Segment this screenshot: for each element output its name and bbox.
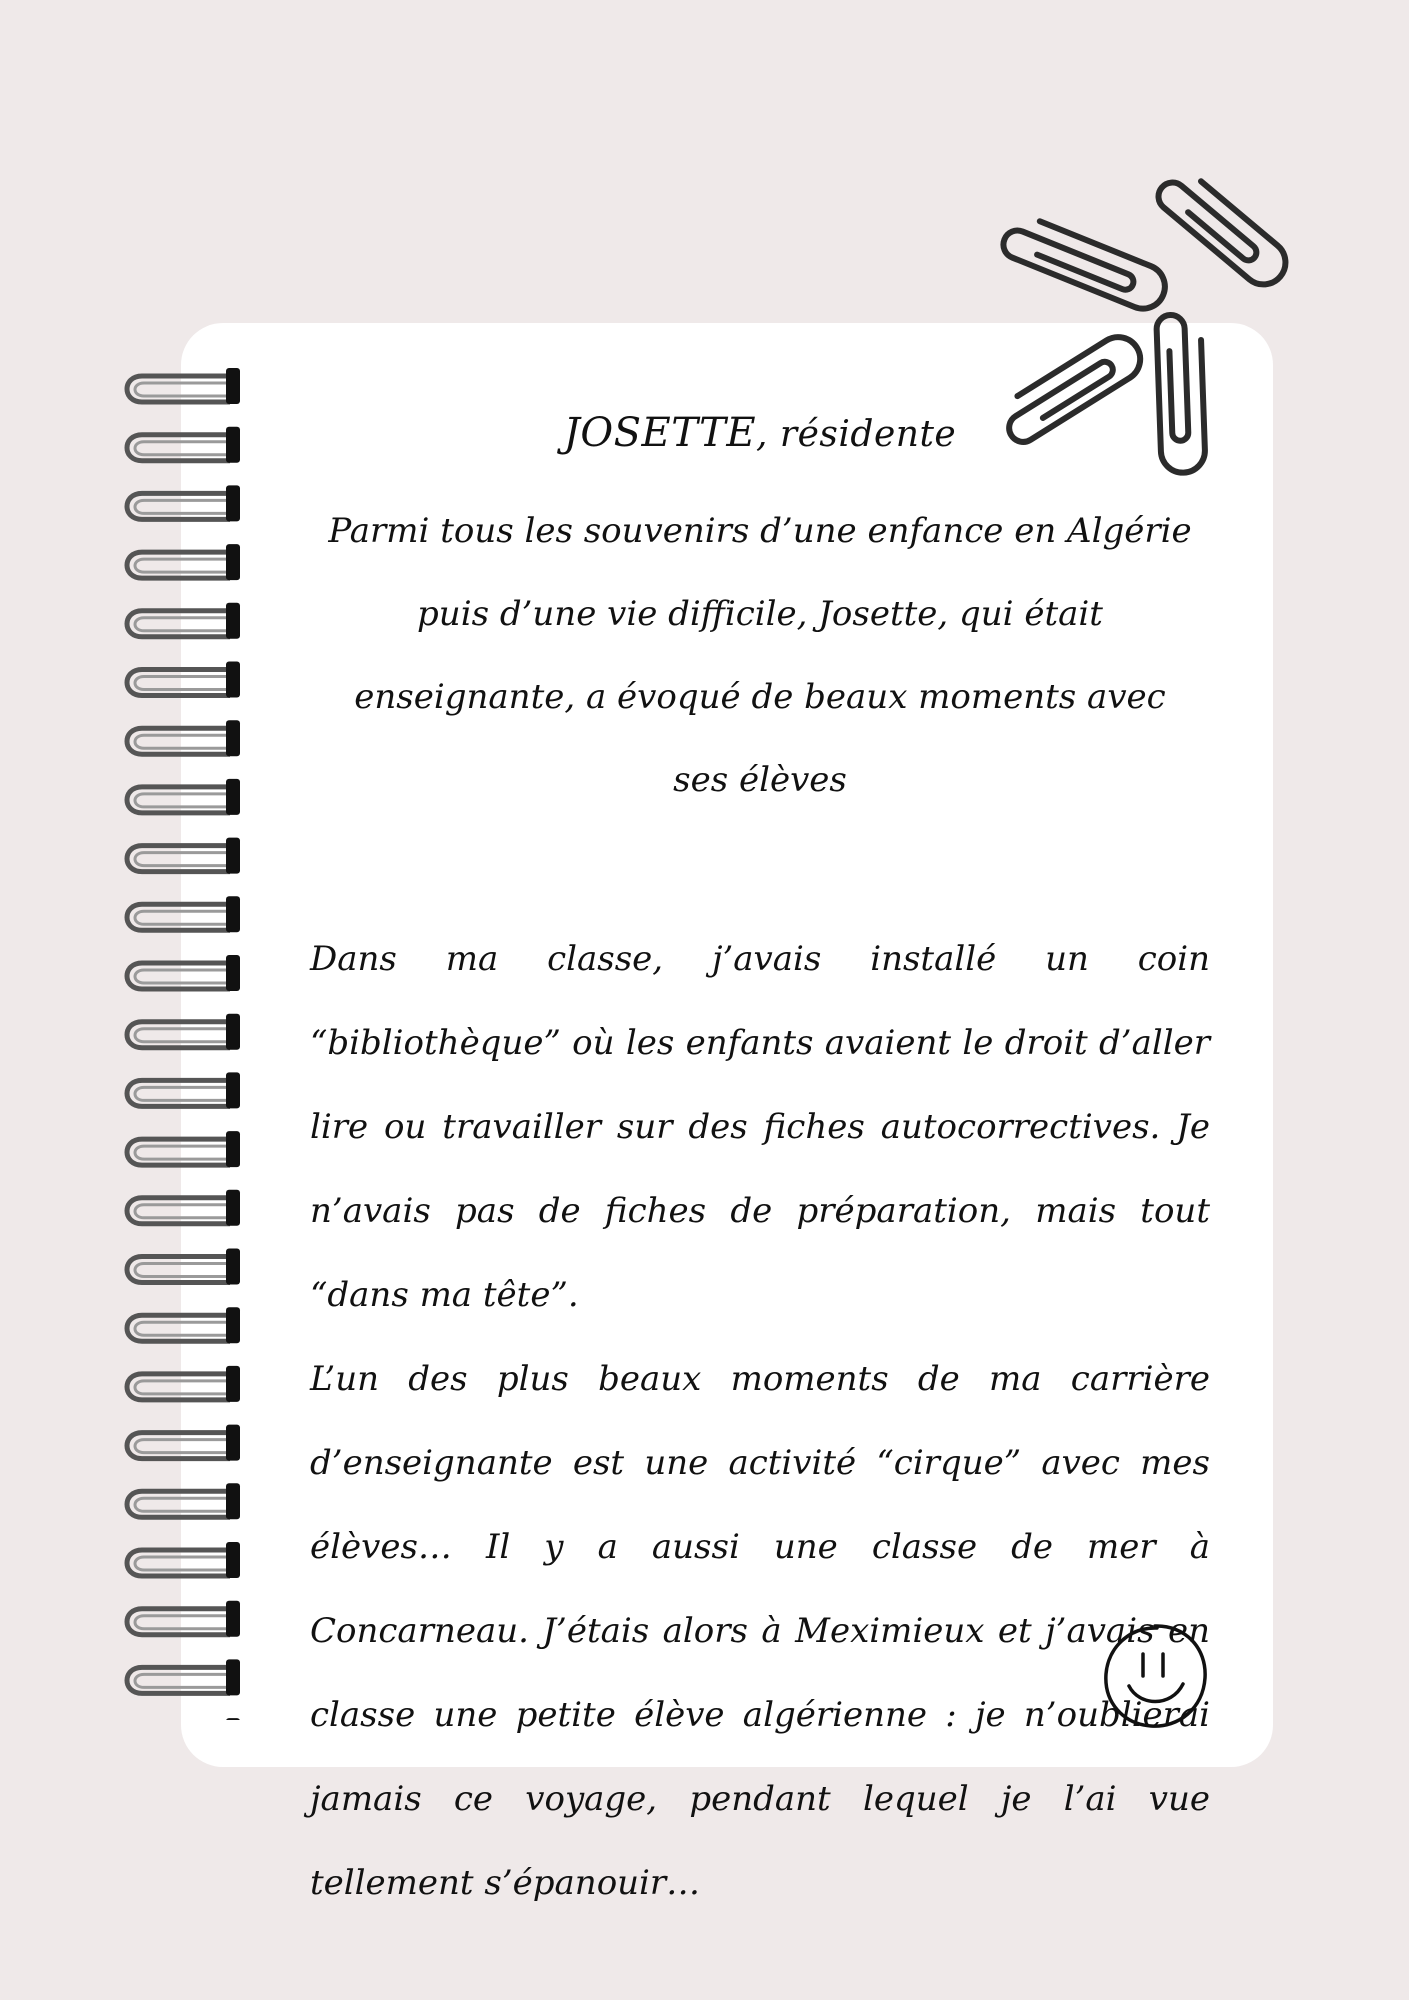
spiral-ring-icon (127, 544, 240, 580)
spiral-ring-icon (127, 720, 240, 756)
spiral-binding-icon (118, 360, 248, 1720)
spiral-ring-icon (127, 1307, 240, 1343)
paperclip-icon (999, 211, 1171, 315)
story-paragraph: L’un des plus beaux moments de ma carrière d’enseignante est une activité “cirque” avec mes élèves… Il y a aussi une classe de mer à Concarneau. J’étais alors à Meximieux et j’avais en classe une petite élève algérienne : je n’oublierai jamais ce voyage, pendant lequel je l’ai vue tellement s’épanouir… (310, 1359, 1210, 1903)
spiral-ring-icon (127, 603, 240, 639)
spiral-ring-icon (127, 1014, 240, 1050)
spiral-ring-icon (127, 1659, 240, 1695)
spiral-ring-icon (127, 838, 240, 874)
spiral-ring-icon (127, 779, 240, 815)
spiral-ring-icon (127, 1542, 240, 1578)
spiral-ring-icon (127, 1131, 240, 1167)
resident-role: , résidente (756, 414, 957, 455)
spiral-ring-icon (127, 662, 240, 698)
spiral-ring-icon (127, 1072, 240, 1108)
spiral-ring-icon (127, 1425, 240, 1461)
story-paragraph: Dans ma classe, j’avais installé un coin “bibliothèque” où les enfants avaient le droit d’aller lire ou travailler sur des fiches autocorrectives. Je n’avais pas de fiches de préparation, mais tout “dans ma tête”. (310, 939, 1210, 1315)
spiral-ring-icon (127, 1249, 240, 1285)
spiral-ring-icon (127, 1483, 240, 1519)
spiral-ring-icon (127, 955, 240, 991)
intro-text: Parmi tous les souvenirs d’une enfance en Algérie puis d’une vie difficile, Josette, qui était enseignante, a évoqué de beaux moments avec ses élèves (328, 511, 1192, 800)
spiral-ring-icon (127, 896, 240, 932)
paperclip-icon (1153, 165, 1295, 294)
testimony-content (310, 410, 1210, 1925)
spiral-ring-icon (127, 1601, 240, 1637)
spiral-ring-icon (127, 485, 240, 521)
resident-name: JOSETTE (563, 410, 757, 456)
page-title (310, 410, 1210, 456)
spiral-ring-icon (127, 427, 240, 463)
smiley-icon (1099, 1620, 1211, 1732)
spiral-ring-icon (127, 1718, 240, 1720)
story-text (310, 917, 1210, 1925)
spiral-ring-icon (127, 368, 240, 404)
spiral-ring-icon (127, 1366, 240, 1402)
spiral-ring-icon (127, 1190, 240, 1226)
